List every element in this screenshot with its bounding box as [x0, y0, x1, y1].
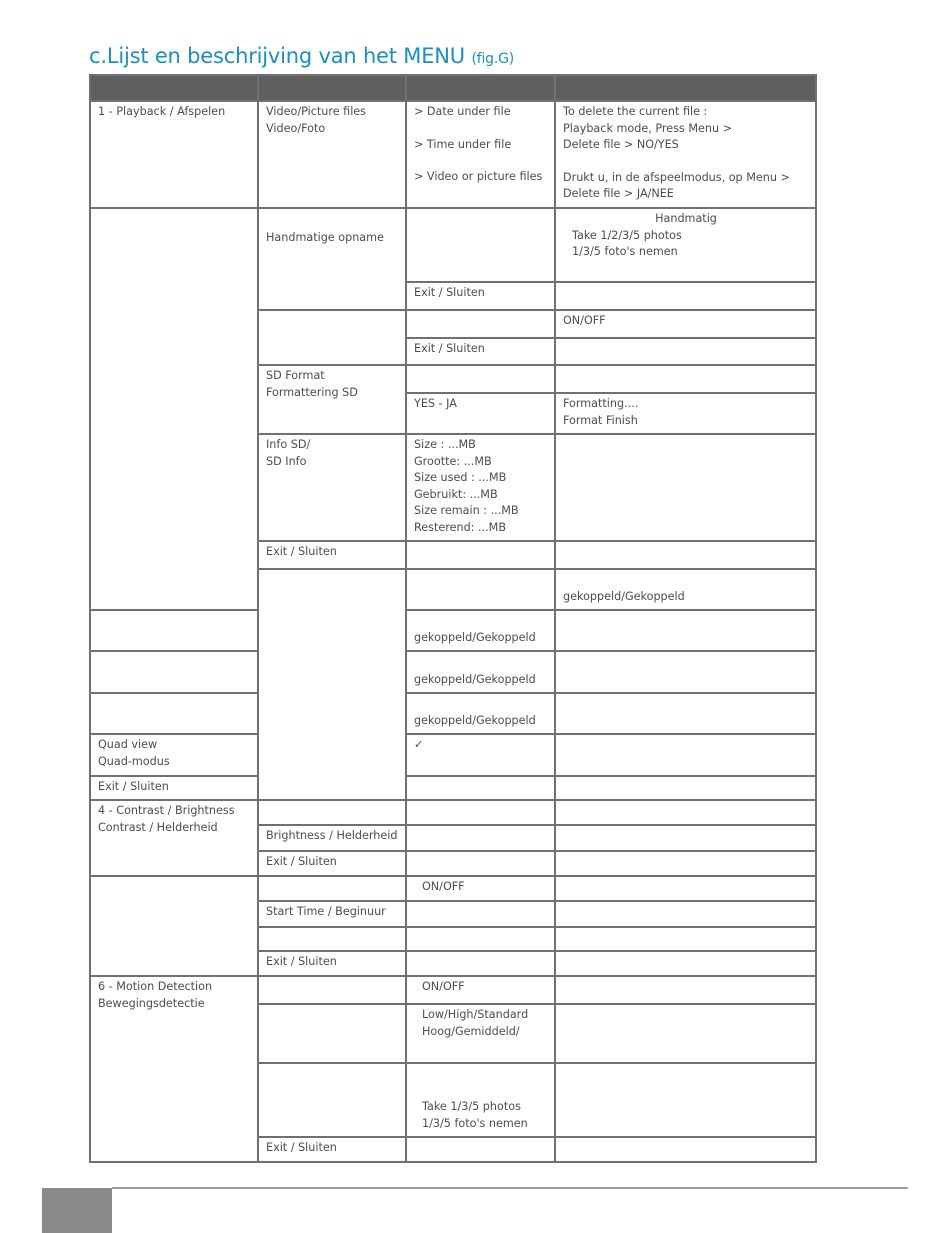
- empty-cell: [555, 976, 816, 1004]
- table-row: [90, 976, 816, 1004]
- empty-cell: [555, 776, 816, 800]
- camera-linked-status: gekoppeld/Gekoppeld: [406, 610, 555, 651]
- section-label-empty: [258, 569, 406, 800]
- section-label-empty: [90, 208, 258, 610]
- table-row: [90, 693, 816, 734]
- empty-cell: [555, 800, 816, 825]
- empty-cell: [406, 208, 555, 282]
- empty-cell: [555, 651, 816, 693]
- playback-delete-desc: To delete the current file : Playback mode, Press Menu > Delete file > NO/YES Drukt u, in de afspeelmodus, op Menu > Delete file > JA/NEE: [555, 101, 816, 208]
- empty-cell: [555, 365, 816, 393]
- empty-cell: [406, 365, 555, 393]
- empty-cell: [555, 825, 816, 851]
- empty-cell: [406, 569, 555, 610]
- empty-cell: [555, 901, 816, 927]
- quad-view-check: [406, 734, 555, 776]
- playback-files: Video/Picture files Video/Foto: [258, 101, 406, 208]
- empty-cell: [406, 901, 555, 927]
- section-label-empty: [90, 876, 258, 976]
- table-row: [90, 101, 816, 208]
- exit-option: Exit / Sluiten: [406, 282, 555, 310]
- empty-cell: [555, 1004, 816, 1063]
- header-cell: [258, 75, 406, 101]
- empty-cell: [258, 800, 406, 825]
- sd-format-option: YES - JA: [406, 393, 555, 434]
- title-fig-ref: (fig.G): [471, 51, 514, 67]
- manual-recording-desc: Handmatig Take 1/2/3/5 photos 1/3/5 foto's nemen: [555, 208, 816, 282]
- title-main: c.Lijst en beschrijving van het MENU: [89, 44, 465, 68]
- exit-option: Exit / Sluiten: [258, 851, 406, 876]
- header-cell: [90, 75, 258, 101]
- sd-format-desc: Formatting.... Format Finish: [555, 393, 816, 434]
- empty-cell: [555, 434, 816, 541]
- table-header-row: [90, 75, 816, 101]
- motion-sensitivity: Low/High/Standard Hoog/Gemiddeld/: [406, 1004, 555, 1063]
- empty-cell: [406, 825, 555, 851]
- brightness-label: Brightness / Helderheid: [258, 825, 406, 851]
- empty-cell: [555, 1063, 816, 1137]
- table-row: [90, 610, 816, 651]
- table-row: [90, 651, 816, 693]
- empty-cell: [258, 1063, 406, 1137]
- sd-info-values: Size : ...MB Grootte: ...MB Size used : ...MB Gebruikt: ...MB Size remain : ...MB Resterend: ...MB: [406, 434, 555, 541]
- table-row: [90, 800, 816, 825]
- empty-cell: [555, 876, 816, 901]
- empty-cell: [258, 976, 406, 1004]
- page-title: [89, 44, 514, 68]
- table-row: [90, 876, 816, 901]
- schedule-toggle-value: ON/OFF: [406, 876, 555, 901]
- empty-cell: [406, 851, 555, 876]
- exit-option: Exit / Sluiten: [90, 776, 258, 800]
- empty-cell: [406, 800, 555, 825]
- exit-option: Exit / Sluiten: [258, 1137, 406, 1162]
- empty-cell: [555, 734, 816, 776]
- start-time-label: Start Time / Beginuur: [258, 901, 406, 927]
- toggle-value: ON/OFF: [555, 310, 816, 338]
- playback-label: 1 - Playback / Afspelen: [90, 101, 258, 208]
- empty-cell: [555, 338, 816, 365]
- footer-divider: [112, 1187, 908, 1189]
- exit-option: Exit / Sluiten: [258, 951, 406, 976]
- empty-cell: [258, 927, 406, 951]
- motion-toggle-value: ON/OFF: [406, 976, 555, 1004]
- header-cell: [406, 75, 555, 101]
- empty-cell: [555, 851, 816, 876]
- empty-cell: [555, 282, 816, 310]
- empty-cell: [406, 951, 555, 976]
- footer-page-tab: [42, 1188, 112, 1233]
- empty-cell: [406, 927, 555, 951]
- empty-cell: [258, 310, 406, 365]
- menu-table: [89, 74, 817, 1163]
- empty-cell: [406, 310, 555, 338]
- motion-detection-label: 6 - Motion Detection Bewegingsdetectie: [90, 976, 258, 1162]
- camera-linked-status: gekoppeld/Gekoppeld: [555, 569, 816, 610]
- manual-recording-label: Handmatige opname: [258, 208, 406, 310]
- empty-cell: [258, 876, 406, 901]
- empty-cell: [555, 541, 816, 569]
- playback-options: > Date under file > Time under file > Video or picture files: [406, 101, 555, 208]
- empty-cell: [258, 1004, 406, 1063]
- empty-cell: [555, 610, 816, 651]
- empty-cell: [555, 693, 816, 734]
- table-row: [90, 776, 816, 800]
- empty-cell: [406, 1137, 555, 1162]
- empty-cell: [555, 927, 816, 951]
- table-row: [90, 208, 816, 282]
- empty-cell: [90, 651, 258, 693]
- camera-linked-status: gekoppeld/Gekoppeld: [406, 693, 555, 734]
- motion-photos: Take 1/3/5 photos 1/3/5 foto's nemen: [406, 1063, 555, 1137]
- table-row: [90, 734, 816, 776]
- empty-cell: [555, 1137, 816, 1162]
- empty-cell: [90, 610, 258, 651]
- empty-cell: [406, 541, 555, 569]
- exit-option: Exit / Sluiten: [258, 541, 406, 569]
- checkmark-icon: ✓: [414, 738, 424, 751]
- sd-info-label: Info SD/ SD Info: [258, 434, 406, 541]
- sd-format-label: SD Format Formattering SD: [258, 365, 406, 434]
- header-cell: [555, 75, 816, 101]
- exit-option: Exit / Sluiten: [406, 338, 555, 365]
- empty-cell: [555, 951, 816, 976]
- empty-cell: [406, 776, 555, 800]
- contrast-label: 4 - Contrast / Brightness Contrast / Helderheid: [90, 800, 258, 876]
- quad-view-label: Quad view Quad-modus: [90, 734, 258, 776]
- empty-cell: [90, 693, 258, 734]
- camera-linked-status: gekoppeld/Gekoppeld: [406, 651, 555, 693]
